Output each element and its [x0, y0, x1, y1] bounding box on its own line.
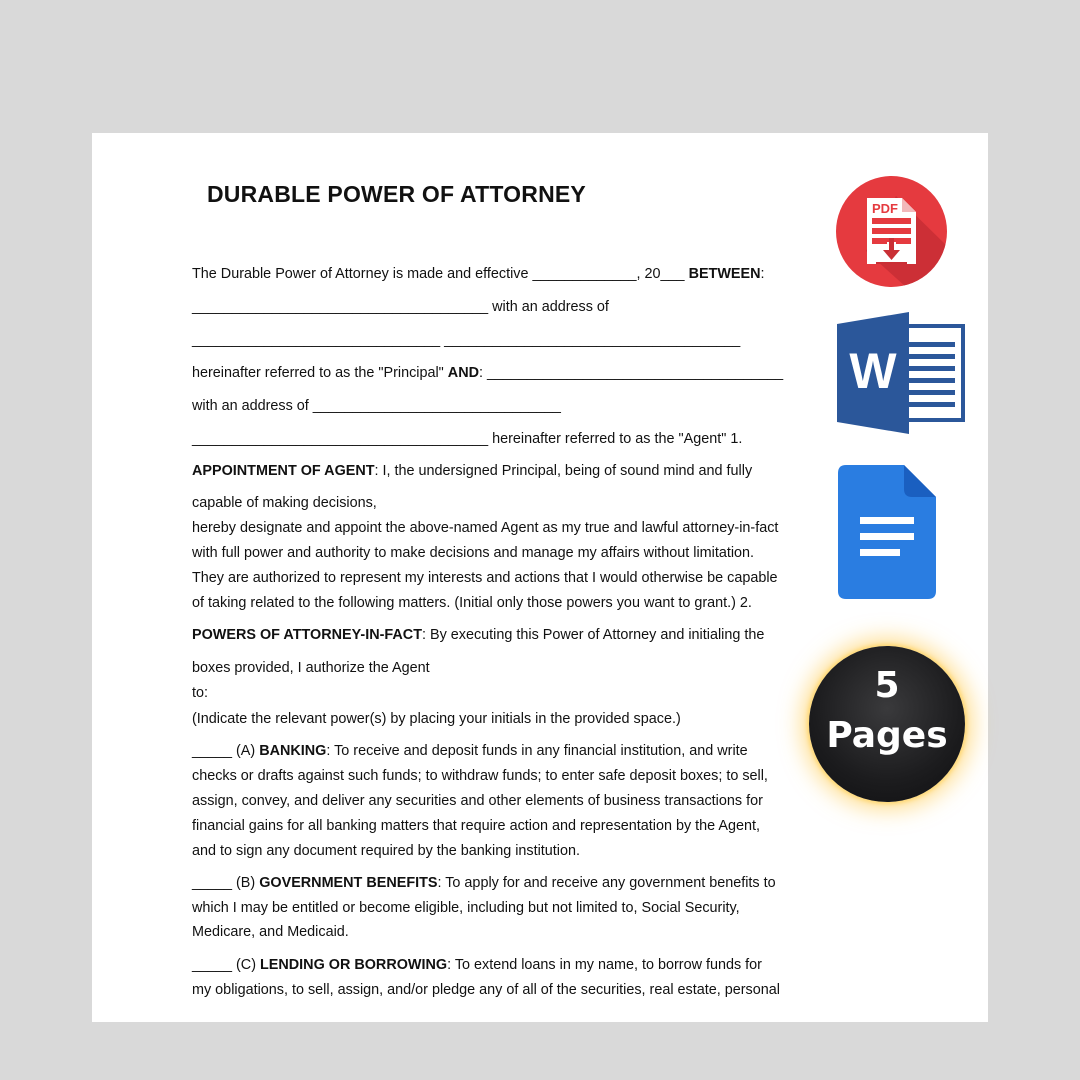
document-line — [192, 331, 740, 349]
text-run: checks or drafts against such funds; to withdraw funds; to enter safe deposit boxes; to sell, — [192, 768, 768, 784]
text-run: : _____________________________________ — [478, 365, 784, 381]
text-run: : To apply for and receive any government benefits to — [437, 875, 776, 891]
document-line — [192, 494, 377, 512]
document-line — [192, 544, 754, 562]
document-line — [192, 742, 748, 760]
text-run: boxes provided, I authorize the Agent — [192, 660, 430, 676]
document-line — [192, 569, 778, 587]
text-run: (Indicate the relevant power(s) by placing your initials in the provided space.) — [192, 711, 681, 727]
text-run: : To extend loans in my name, to borrow funds for — [447, 957, 762, 973]
text-run: assign, convey, and deliver any securities and other elements of business transactions for — [192, 793, 763, 809]
text-run: : By executing this Power of Attorney and initialing the — [421, 627, 765, 643]
bold-text: BANKING — [259, 743, 327, 759]
text-run: The Durable Power of Attorney is made and effective _____________, 20___ — [192, 266, 689, 282]
bold-text: POWERS OF ATTORNEY-IN-FACT — [192, 627, 422, 643]
pdf-label: PDF — [872, 201, 898, 216]
text-run: _____________________________________ hereinafter referred to as the "Agent" 1. — [192, 431, 743, 447]
document-title: DURABLE POWER OF ATTORNEY — [207, 181, 586, 207]
document-line — [192, 817, 760, 835]
document-line — [192, 265, 765, 283]
text-run: They are authorized to represent my interests and actions that I would otherwise be capable — [192, 570, 778, 586]
document-line — [192, 519, 778, 537]
document-line — [192, 462, 752, 480]
document-line — [192, 981, 780, 999]
document-line — [192, 923, 349, 941]
document-line — [192, 874, 776, 892]
text-run: hereby designate and appoint the above-named Agent as my true and lawful attorney-in-fact — [192, 520, 779, 536]
text-run: : I, the undersigned Principal, being of sound mind and fully — [374, 463, 753, 479]
document-line — [192, 397, 561, 415]
page-count-number: 5 — [874, 665, 900, 706]
document-line — [192, 364, 783, 382]
document-line — [192, 684, 208, 702]
text-run: _______________________________ _____________________________________ — [192, 332, 741, 348]
text-run: _____ (A) — [192, 743, 260, 759]
bold-text: AND — [447, 365, 479, 381]
google-docs-icon-graphic — [838, 465, 936, 599]
text-run: hereinafter referred to as the "Principal" — [192, 365, 448, 381]
text-run: of taking related to the following matters. (Initial only those powers you want to grant.) 2. — [192, 595, 752, 611]
bold-text: APPOINTMENT OF AGENT — [192, 463, 375, 479]
bold-text: GOVERNMENT BENEFITS — [259, 875, 438, 891]
text-run: financial gains for all banking matters that require action and representation by the Agent, — [192, 818, 760, 834]
word-icon-graphic — [837, 312, 965, 434]
text-run: to: — [192, 685, 208, 701]
google-docs-icon — [838, 465, 936, 599]
text-run: which I may be entitled or become eligible, including but not limited to, Social Security, — [192, 900, 740, 916]
document-line — [192, 430, 742, 448]
text-run: : — [760, 266, 765, 282]
document-line — [192, 594, 752, 612]
text-run: with full power and authority to make decisions and manage my affairs without limitation. — [192, 545, 755, 561]
page-count-badge — [809, 646, 965, 802]
document-line — [192, 710, 681, 728]
document-line — [192, 298, 609, 316]
text-run: and to sign any document required by the banking institution. — [192, 843, 580, 859]
text-run: capable of making decisions, — [192, 495, 377, 511]
text-run: _____ (C) — [192, 957, 260, 973]
text-run: with an address of _______________________________ — [192, 398, 561, 414]
text-run: : To receive and deposit funds in any financial institution, and write — [326, 743, 748, 759]
document-line — [192, 626, 764, 644]
page-count-label: Pages — [826, 715, 948, 756]
document-line — [192, 956, 762, 974]
pdf-icon — [836, 176, 947, 287]
document-line — [192, 659, 430, 677]
bold-text: BETWEEN — [688, 266, 761, 282]
document-line — [192, 792, 763, 810]
document-line — [192, 899, 740, 917]
text-run: my obligations, to sell, assign, and/or pledge any of all of the securities, real estate, personal — [192, 982, 780, 998]
text-run: _____ (B) — [192, 875, 260, 891]
document-line — [192, 842, 580, 860]
text-run: _____________________________________ with an address of — [192, 299, 609, 315]
word-icon — [837, 312, 965, 434]
bold-text: LENDING OR BORROWING — [260, 957, 448, 973]
pdf-icon-graphic — [836, 176, 947, 287]
text-run: Medicare, and Medicaid. — [192, 924, 349, 940]
document-line — [192, 767, 768, 785]
word-letter: W — [849, 343, 897, 399]
